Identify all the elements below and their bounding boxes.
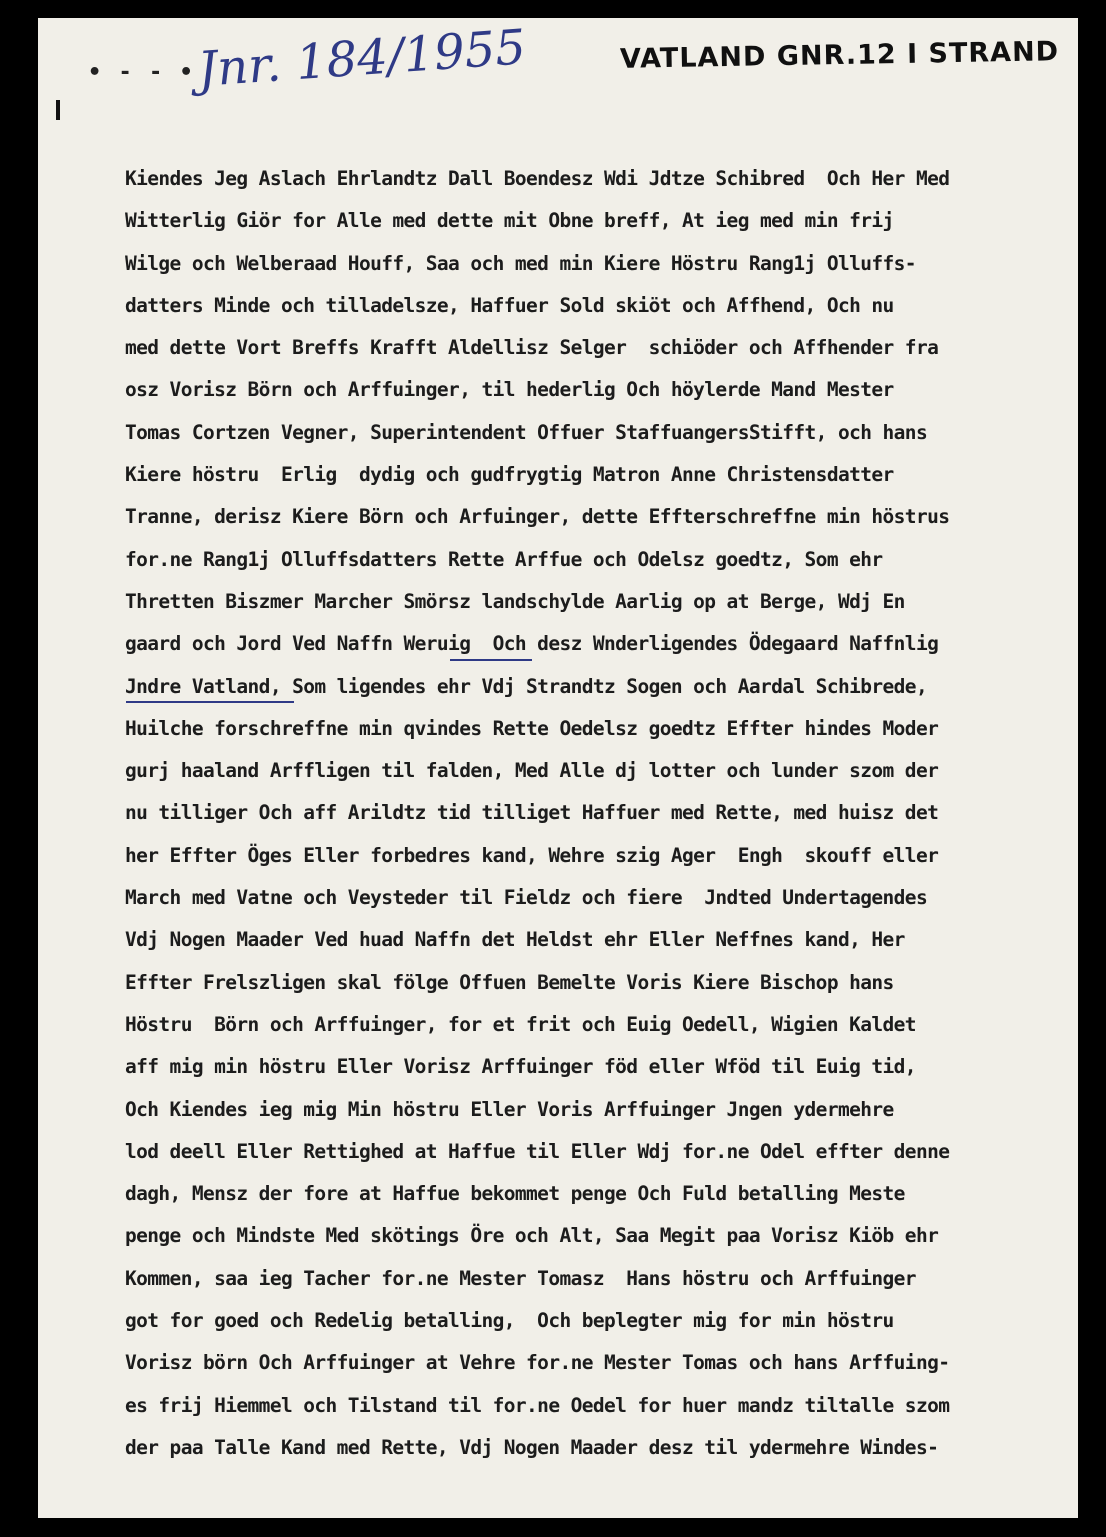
- text-line: Höstru Börn och Arffuinger, for et frit och Euig Oedell, Wigien Kaldet: [125, 1012, 916, 1036]
- text-line: Tomas Cortzen Vegner, Superintendent Offuer StaffuangersStifft, och hans: [125, 420, 928, 444]
- document-body: [125, 158, 1075, 1469]
- text-line: der paa Talle Kand med Rette, Vdj Nogen Maader desz til ydermehre Windes-: [125, 1435, 939, 1459]
- text-line: her Effter Öges Eller forbedres kand, Wehre szig Ager Engh skouff eller: [125, 843, 939, 867]
- text-line: Tranne, derisz Kiere Börn och Arfuinger, dette Effterschreffne min höstrus: [125, 505, 950, 529]
- text-line: Jndre Vatland, Som ligendes ehr Vdj Strandtz Sogen och Aardal Schibrede,: [125, 674, 928, 698]
- text-line: Effter Frelszligen skal fölge Offuen Bemelte Voris Kiere Bischop hans: [125, 970, 894, 994]
- text-line: got for goed och Redelig betalling, Och beplegter mig for min höstru: [125, 1309, 894, 1333]
- document-page: [38, 18, 1078, 1518]
- text-line: osz Vorisz Börn och Arffuinger, til hederlig Och höylerde Mand Mester: [125, 378, 894, 402]
- text-line: es frij Hiemmel och Tilstand til for.ne Oedel for huer mandz tiltalle szom: [125, 1393, 950, 1417]
- text-line: for.ne Rang1j Olluffsdatters Rette Arffue och Odelsz goedtz, Som ehr: [125, 547, 883, 571]
- text-line: penge och Mindste Med skötings Öre och Alt, Saa Megit paa Vorisz Kiöb ehr: [125, 1224, 939, 1248]
- text-line: Kiendes Jeg Aslach Ehrlandtz Dall Boendesz Wdi Jdtze Schibred Och Her Med: [125, 167, 950, 190]
- text-line: Huilche forschreffne min qvindes Rette Oedelsz goedtz Effter hindes Moder: [125, 716, 939, 740]
- corner-marks: • - - •: [88, 60, 195, 85]
- text-line: dagh, Mensz der fore at Haffue bekommet penge Och Fuld betalling Meste: [125, 1182, 905, 1206]
- text-line: Vorisz börn Och Arffuinger at Vehre for.ne Mester Tomas och hans Arffuing-: [125, 1351, 950, 1375]
- text-line: Kiere höstru Erlig dydig och gudfrygtig Matron Anne Christensdatter: [125, 463, 894, 487]
- text-line: Wilge och Welberaad Houff, Saa och med min Kiere Höstru Rang1j Olluffs-: [125, 251, 916, 275]
- handwritten-journal-number: Jnr. 184/1955: [196, 19, 528, 98]
- location-stamp: VATLAND GNR.12 I STRAND: [619, 36, 1060, 75]
- text-line: March med Vatne och Veysteder til Fieldz och fiere Jndted Undertagendes: [125, 886, 928, 910]
- text-line: lod deell Eller Rettighed at Haffue til Eller Wdj for.ne Odel effter denne: [125, 1139, 950, 1163]
- text-line: Kommen, saa ieg Tacher for.ne Mester Tomasz Hans höstru och Arffuinger: [125, 1266, 916, 1290]
- underline-mark-vatland: [126, 701, 294, 703]
- text-line: Thretten Biszmer Marcher Smörsz landschylde Aarlig op at Berge, Wdj En: [125, 589, 905, 613]
- text-line: med dette Vort Breffs Krafft Aldellisz Selger schiöder och Affhender fra: [125, 336, 939, 360]
- text-line: Och Kiendes ieg mig Min höstru Eller Voris Arffuinger Jngen ydermehre: [125, 1097, 894, 1121]
- text-line: datters Minde och tilladelsze, Haffuer Sold skiöt och Affhend, Och nu: [125, 293, 894, 317]
- text-line: gurj haaland Arffligen til falden, Med Alle dj lotter och lunder szom der: [125, 759, 939, 783]
- text-line: aff mig min höstru Eller Vorisz Arffuinger föd eller Wföd til Euig tid,: [125, 1055, 916, 1079]
- text-line: nu tilliger Och aff Arildtz tid tilliget Haffuer med Rette, med huisz det: [125, 801, 939, 825]
- underline-mark-weruig: [450, 659, 532, 661]
- text-line: gaard och Jord Ved Naffn Weruig Och desz Wnderligendes Ödegaard Naffnlig: [125, 632, 939, 656]
- text-line: Witterlig Giör for Alle med dette mit Obne breff, At ieg med min frij: [125, 209, 894, 233]
- margin-tick-mark: [56, 100, 60, 120]
- text-line: Vdj Nogen Maader Ved huad Naffn det Heldst ehr Eller Neffnes kand, Her: [125, 928, 905, 952]
